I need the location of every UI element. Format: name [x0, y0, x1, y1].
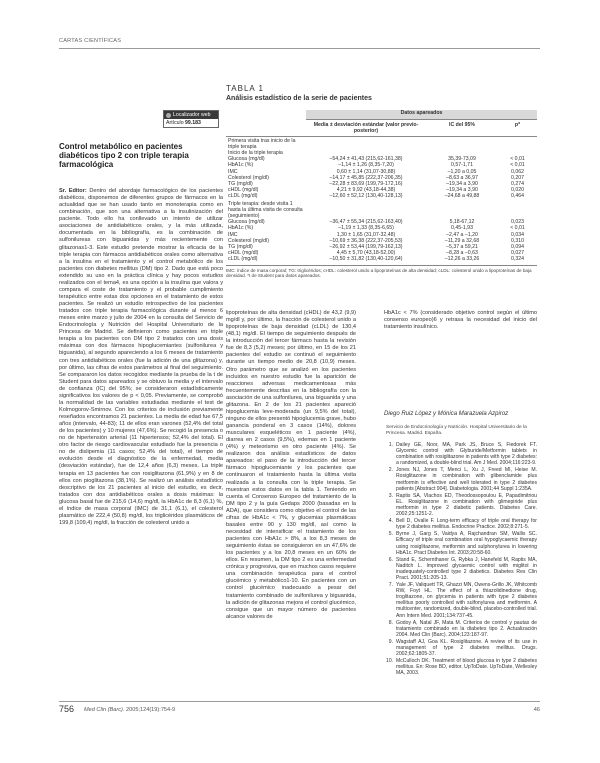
reference-text: McCulloch DK. Treatment of blood glucosa in type 2 diabetes mellitus. En: Rose BD, editor. UpToDate. UpToDate, Wellesley MA, 2003.	[396, 658, 537, 677]
reference-item	[386, 531, 537, 555]
cell-variable: HbA1c (%)	[228, 162, 254, 169]
locator-prefix: Artículo	[166, 120, 184, 126]
reference-text: Wagstaff AJ, Goa KL. Rosiglitazone. A review of its use in management of type 2 diabetes mellitus. Drugs. 2002;62:1805-37.	[396, 638, 537, 658]
table-corner	[226, 110, 306, 119]
section-header: CARTAS CIENTÍFICAS	[59, 38, 122, 44]
cell-p: 0,207	[511, 174, 524, 181]
cell-ci: –2,47 a –1,20	[446, 231, 478, 238]
cell-variable: cLDL (mg/dl)	[228, 193, 258, 200]
cell-variable: Colesterol (mg/dl)	[228, 174, 269, 181]
article-title: Control metabólico en pacientes diabéticos tipo 2 con triple terapia farmacológica	[59, 142, 189, 169]
cell-variable: TG (mg/dl)	[228, 243, 253, 250]
table-empty-cell	[498, 200, 537, 220]
reference-number: 10.	[386, 658, 394, 665]
cell-mean: 4,45 ± 5,70 (43,18-52,00)	[336, 250, 396, 257]
cell-ci: –19,34 a 3,90	[446, 187, 478, 194]
cell-ci: 0,45-1,93	[451, 225, 473, 232]
cell-ci: 5,18-67,12	[449, 219, 475, 226]
locator-number: 99.183	[185, 120, 201, 126]
reference-item	[386, 493, 537, 517]
cell-variable: Inicio de la triple terapia	[228, 149, 283, 156]
table-footnote: IMC: índice de masa corporal; TG: triglicéridos; cHDL: colesterol unido a lipoproteínas de alta densidad; cLDL: colesterol unido a lipoproteínas de baja densidad. *t de Student para datos apareados.	[226, 267, 532, 278]
web-locator-box	[163, 110, 219, 128]
cell-ci: –24,68 a 49,88	[444, 193, 480, 200]
reference-number: 7.	[388, 582, 393, 589]
table-title: Análisis estadístico de la serie de pacientes	[226, 95, 372, 102]
journal-name: Med Clin (Barc).	[84, 707, 125, 713]
cell-p: 0,324	[498, 256, 537, 265]
cell-p: 0,310	[511, 237, 524, 244]
cell-p: 0,464	[511, 193, 524, 200]
cell-mean: –1,14 ± 1,26 (8,35-7,20)	[338, 162, 394, 169]
reference-item	[386, 620, 537, 638]
table-row	[226, 256, 537, 265]
cell-ci: –19,34 a 3,90	[446, 180, 478, 187]
table-span-header-row	[226, 110, 537, 119]
body-text-2: lipoproteínas de alta densidad (cHDL) de 43,2 (9,9) mg/dl y, por último, la fracción de colesterol unido a lipoproteínas de baja densidad (cLDL) de 130,4 (48,1) mg/dl. El tiempo de seguimiento después de la introducción del tercer fármaco hasta la revisión fue de 8,3 (5,2) meses; por último, en 15 de los 21 pacientes del estudio se continuó el seguimiento durante un tiempo medio de 20,8 (10,9) meses. Otro parámetro que se analizó en los pacientes incluidos en nuestro estudio fue la aparición de reacciones adversas medicamentosas más frecuentemente descritas en la bibliografía con la asociación de una sulfonilurea, una biguanida y una glitazona. En 2 de los 21 pacientes apareció hipoglucemia leve-moderada (un 9,5% del total), ninguno de ellos presentó hipoglucemia grave, hubo ganancia ponderal en 3 casos (14%), dolores musculares esqueléticos en 1 paciente (4%), diarrea en 2 casos (9,5%), edemas en 1 paciente (4%) y meteorismo en otro paciente (4%). Se realizaron dos análisis estadísticos de datos apareados: el paso de la introducción del tercer fármaco hipoglucemiante y los pacientes que continuaron el tratamiento hasta la última visita realizada a la consulta con la triple terapia. Se muestran estos datos en la tabla 1. Teniendo en cuenta el Consenso Europeo del tratamiento de la DM tipo 2 y la guía Gedaps 2000 (basadas en la ADA), que considera como objetivo el control de las cifras de HbA1c < 7%, y glucemias plasmáticas basales entre 90 y 130 mg/dl, así como la necesidad de intensificar el tratamiento de los pacientes con HbA1c > 8%, a los 8,3 meses de seguimiento éstas se consiguieron en un 47,6% de los pacientes y a los 20,8 meses en un 60% de ellos. En resumen, la DM tipo 2 es una enfermedad crónica y progresiva, que en muchos casos requiere una combinación terapéutica para el control glucémico y metabólico1-10. En pacientes con un control glucémico inadecuado a pesar del tratamiento combinado de sulfonilurea y biguanida, la adición de glitazonas mejora el control glucémico, consigue que un mayor número de pacientes alcance valores de	[226, 310, 356, 620]
col-header-variable	[226, 119, 306, 136]
cell-p: 0,020	[511, 187, 524, 194]
cell-mean: –10,50 ± 31,82 (130,40-120,64)	[306, 256, 426, 265]
table-empty-cell	[498, 136, 537, 150]
reference-item	[386, 467, 537, 491]
cell-p: 0,062	[511, 168, 524, 175]
table-section-label: Primera visita tras inicio de la triple terapia	[228, 137, 296, 150]
footer-right-number: 46	[533, 707, 540, 713]
reference-text: Stand E, Schernthaner G, Rybka J, Hanefeld M, Raptis MA, Naditch L. Improved glycaemic control with miglitol in inadequately-controlled type 2 diabetics. Diabetes Res Clin Pract. 2001;51:205-13.	[396, 556, 537, 581]
table-header-row	[226, 119, 537, 136]
reference-item	[386, 639, 537, 657]
web-locator-top	[164, 111, 218, 119]
cell-ci: –11,29 a 32,68	[444, 237, 480, 244]
cell-p: < 0,01	[510, 162, 525, 169]
cell-mean: 4,21 ± 9,92 (43,18-44,38)	[336, 187, 396, 194]
text-column-2	[226, 310, 356, 692]
cell-p: 0,094	[511, 243, 524, 250]
journal-citation	[84, 707, 175, 713]
col-header-ci: IC del 95%	[426, 119, 498, 136]
cell-ci: 0,57-1,71	[451, 162, 473, 169]
reference-text: Godoy A, Natal JF, Mata M. Criterios de control y pautas de tratamiento combinado en la diabetes tipo 2. Actualización 2004. Med Clin (Barc). 2004;123:187-97.	[396, 619, 537, 638]
body-text-3: HbA1c < 7% (considerado objetivo control según el último consenso europeo)6 y retrasa la necesidad del inicio del tratamiento insulínico.	[384, 310, 537, 331]
results-table	[226, 110, 537, 278]
cell-ci: –8,28 a –0,63	[446, 250, 478, 257]
cell-mean: –22,28 ± 83,69 (199,79-172,16)	[329, 180, 403, 187]
reference-text: Bell D, Ovalle F. Long-term efficacy of triple oral therapy for type 2 diabetes mellitus. Endocrine Practice. 2002;8:271-5.	[396, 518, 537, 531]
salutation: Sr. Editor:	[59, 188, 87, 194]
web-locator-label: Localizador web	[173, 112, 211, 118]
col-header-p: p*	[498, 119, 537, 136]
cell-variable: TG (mg/dl)	[228, 180, 253, 187]
table-section-label: Triple terapia: desde visita 1 hasta la última visita de consulta (seguimiento)	[228, 200, 303, 219]
table-empty-cell	[306, 200, 426, 220]
cell-variable: IMC	[228, 168, 238, 175]
reference-text: Byrne J, Garg S, Vaidya A, Rajchandran SM, Wallis SC. Efficacy of triple oral combination oral hypoglycaemic therapy using rosiglitazone, metformin and sulphonylurea in lowering HbA1c. Pract Diabetes Int. 2003;20:58-60.	[396, 531, 537, 556]
cell-variable: cLDL (mg/dl)	[226, 256, 306, 265]
cell-mean: 0,60 ± 1,14 (31,07-30,88)	[336, 168, 396, 175]
reference-item	[386, 518, 537, 530]
cell-mean: –36,47 ± 55,34 (215,62-163,40)	[329, 219, 403, 226]
page-number: 756	[59, 704, 75, 714]
authors: Diego Ruiz López y Mónica Marazuela Azpiroz	[384, 411, 509, 417]
reference-number: 6.	[388, 556, 393, 563]
table-empty-cell	[426, 136, 498, 150]
reference-number: 4.	[388, 518, 393, 525]
text-column-3	[384, 310, 537, 402]
body-text-1: Dentro del abordaje farmacológico de los pacientes diabéticos, disponemos de diferentes grupos de fármacos en la actualidad que se han usado tanto en monoterapia como en combinación, que son una alternativa a la insulinización del paciente. Todo ello ha conllevado un intento de utilizar asociaciones de antidiabéticos orales, y la más utilizada, documentada en la bibliografía, es la combinación de sulfonilureas con biguanidas y más recientemente con glitazonas1-3. Este estudio pretende mostrar la eficacia de la triple terapia con fármacos antidiabéticos orales como alternativa a la insulina en el tratamiento y el control metabólico de los pacientes con diabetes mellitus (DM) tipo 2. Dado que está poco extendido su uso en la práctica clínica y hay pocos estudios realizados con el tema4, es una opción a la insulina que valora y compara el coste de tratamiento y el probable cumplimiento terapéutico entre estas dos opciones en el tratamiento de estos pacientes. Se realizó un estudio retrospectivo de los pacientes tratados con triple terapia farmacológica durante al menos 6 meses entre marzo y julio de 2004 en la consulta del Servicio de Endocrinología y Nutrición del Hospital Universitario de la Princesa de Madrid. Se definieron como pacientes en triple terapia a los pacientes con DM tipo 2 tratados con una dosis máximas con dos fármacos hipoglucemiantes (sulfonilurea y biguanida), al segundo apareciendo a los 6 meses de tratamiento con tres antidiabéticos orales (fue la adición de una glitazona) y, por último, las cifras de estos parámetros al final del seguimiento. Se compararon los datos recogidos mediante la prueba de la t de Student para datos apareados y se obtuvo la media y el intervalo de confianza (IC) del 95%; se consideraron estadísticamente significativos los valores de p < 0,05. Previamente, se comprobó la normalidad de las variables estudiadas mediante el test de Kolmogorov-Smirnov. Con los criterios de inclusión previamente reseñados encontramos 21 pacientes. La media de edad fue 67,5 años (intervalo, 44-83); 11 de ellos eran varones (52,4% del total de los pacientes) y 10 mujeres (47,6%). Se recogió la presencia o no de hipertensión arterial (11 hipertensos; 52,4% del total). El otro factor de riesgo cardiovascular estudiado fue la presencia o no de dislipemia (11 casos; 52,4% del total), el tiempo de evolución desde el diagnóstico de la enfermedad, media (desviación estándar), fue de 12,4 años (6,3) meses. La triple terapia en 13 pacientes fue con rosiglitazona (61,9%) y en 8 de ellos con pioglitazona (38,1%). Se realizó un análisis estadístico descriptivo de los 21 pacientes al inicio del estudio, es decir, tratados con dos antidiabéticos orales a dosis máximas: la glucosa basal fue de 215,6 (14,6) mg/dl, la HbA1c de 8,3 (6,1) %, el índice de masa corporal (IMC) de 31,1 (6,1), el colesterol plasmático de 222,4 (50,8) mg/dl, los triglicéridos plasmáticos de 199,8 (109,4) mg/dl, la fracción de colesterol unido a	[59, 188, 223, 526]
reference-text: Raptis SA, Vlachos ED, Theodossopoulou E, Papadimitriou EL. Rosiglitazone in combination with glimepiride plus metformin in type 2 diabetic patients. Diabetes Care. 2002;25:1251-2.	[396, 492, 537, 518]
col-header-mean: Media ± desviación estándar (valor previo-posterior)	[306, 119, 426, 136]
web-locator-code	[164, 119, 218, 127]
cell-p: 0,023	[511, 219, 524, 226]
cell-variable: IMC	[228, 231, 238, 238]
cell-mean: 1,30 ± 1,65 (31,07-32,48)	[336, 231, 396, 238]
table-empty-cell	[426, 200, 498, 220]
reference-number: 5.	[388, 531, 393, 538]
reference-text: Jones NJ, Jones T, Menci L, Xu J, Freed MI, Heise M. Rosiglitazone in combination with glibenclamide plus metformin is effective and well tolerated in type 2 diabetes patients [Abstract 904]. Diabetologia. 2001;44 Suppl 1:235A.	[396, 467, 537, 492]
table-body	[226, 136, 537, 265]
cell-mean: –10,69 ± 36,38 (222,37-205,53)	[329, 237, 403, 244]
reference-number: 9.	[388, 638, 393, 645]
reference-list	[386, 442, 537, 677]
cell-ci: 35,39-73,09	[448, 156, 476, 163]
reference-number: 8.	[388, 619, 393, 626]
table-section-row	[226, 200, 537, 220]
table-span-header: Datos apareados	[306, 110, 537, 119]
table-number: TABLA 1	[226, 84, 264, 93]
cell-ci: –8,63 a 36,97	[446, 174, 478, 181]
cell-mean: –12,60 ± 52,12 (130,40-128,13)	[329, 193, 403, 200]
journal-volume: 2005;124(19):754-9	[125, 707, 176, 713]
text-column-1	[59, 188, 223, 694]
cell-mean: –26,92 ± 53,44 (199,79-162,13)	[329, 243, 403, 250]
cell-variable: cHDL (mg/dl)	[228, 250, 259, 257]
reference-number: 2.	[388, 467, 393, 474]
reference-item	[386, 557, 537, 581]
reference-text: Dailey GE, Noor, MA, Park JS, Bruce S, Fiedorek FT. Glycemic control with Glyburide/Metformin tablets in combination with rosiglitazone in patients with type 2 diabetes: a randomized, a double-blind trial. Am J Med. 2004;116:223-9.	[396, 442, 537, 467]
footer-rule	[59, 701, 540, 702]
cell-variable: Glucosa (mg/dl)	[228, 156, 265, 163]
header-rule	[59, 48, 540, 49]
cell-variable: Colesterol (mg/dl)	[228, 237, 269, 244]
reference-item	[386, 582, 537, 619]
reference-number: 3.	[388, 492, 393, 499]
reference-number: 1.	[388, 442, 393, 448]
cell-mean: –54,24 ± 41,43 (215,62-161,38)	[329, 156, 403, 163]
cell-ci: –12,26 a 33,26	[426, 256, 498, 265]
table-section-row	[226, 136, 537, 150]
affiliation: Servicio de Endocrinología y Nutrición. Hospital Universitario de la Princesa. Madrid. España.	[386, 425, 527, 436]
cell-p: < 0,01	[510, 156, 525, 163]
cell-ci: –5,37 a 59,21	[446, 243, 478, 250]
cell-variable: HbA1c (%)	[228, 225, 254, 232]
cell-p: < 0,01	[510, 225, 525, 232]
cell-ci: –1,20 a 0,05	[447, 168, 477, 175]
cell-p: 0,027	[511, 250, 524, 257]
globe-icon	[166, 113, 171, 118]
cell-mean: –14,17 ± 45,85 (222,37-206,35)	[329, 174, 403, 181]
table-empty-cell	[306, 136, 426, 150]
cell-p: 0,274	[511, 180, 524, 187]
reference-item	[386, 658, 537, 676]
cell-mean: –1,19 ± 1,33 (8,35-6,65)	[338, 225, 394, 232]
reference-text: Yale JF, Valiquett TR, Ghazzi MN, Owens-Grillo JK, Whitcomb RW, Foyt HL. The effect of a thiazolidinedione drug, troglitazone, on glycemia in patients with type 2 diabetes mellitus poorly controlled with sulfonylurea and metformin. A multicenter, randomized, double-blind, placebo-controlled trial. Ann Intern Med. 2001;134:737-45.	[396, 582, 537, 619]
cell-variable: Glucosa (mg/dl)	[228, 219, 265, 226]
cell-variable: cHDL (mg/dl)	[228, 187, 259, 194]
cell-p: 0,034	[511, 231, 524, 238]
reference-item	[386, 442, 537, 466]
